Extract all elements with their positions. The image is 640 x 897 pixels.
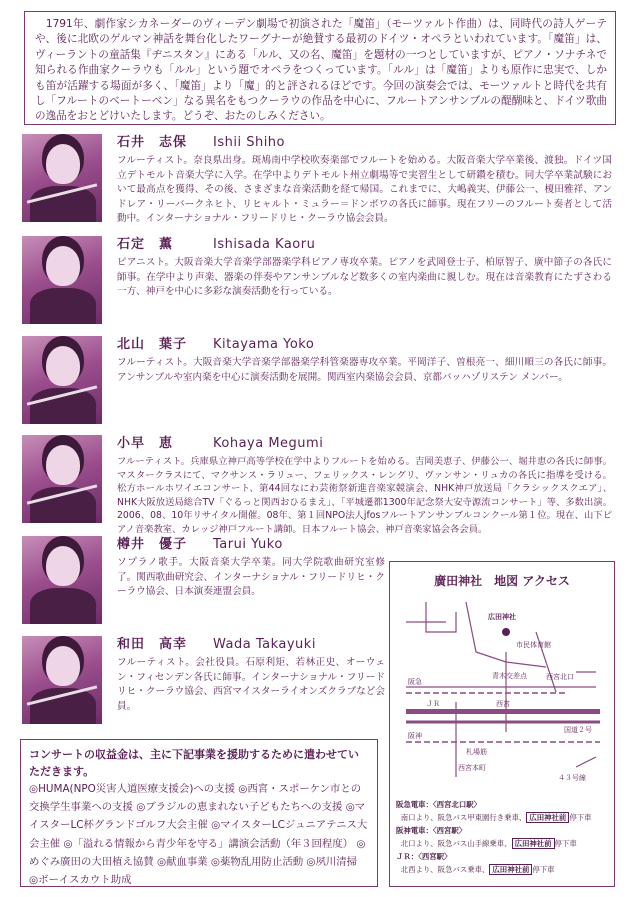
artist-entry xyxy=(22,536,385,626)
shrine-marker xyxy=(502,628,510,636)
artist-name xyxy=(117,236,612,256)
artist-photo xyxy=(22,536,102,624)
artist-name-jp: 北山 葉子 xyxy=(117,337,188,352)
route-tail: 停下車 xyxy=(554,839,577,848)
map-label-route2: 国道２号 xyxy=(564,726,592,734)
jr-line xyxy=(406,709,600,714)
access-box xyxy=(389,561,615,887)
route-text: 北西より、阪急バス乗車、 xyxy=(400,865,490,874)
map-label-nishinomiya: 西宮 xyxy=(496,700,510,708)
route-stop: 広田神社前 xyxy=(489,864,532,875)
artist-bio: フルーティスト。奈良県出身。斑鳩南中学校吹奏楽部でフルートを始める。大阪音楽大学卒業後、渡独。ドイツ国立デトモルト音楽大学に入学。在学中よりデトモルト州立劇場等で実習生として研鑽を積む。同大学卒業試験において最高点を獲得、その後、さまざまな音楽活動を経て帰国。これまでに、大嶋義実、伊藤公一、榎田雅祥、アンドレア・リーバークネヒト、リヒャルト・ミュラー＝ドンボワの各氏に師事。現在フリーのフルート奏者として活動中。インターナショナル・フリードリヒ・クーラウ協会会員。 xyxy=(117,155,612,225)
artist-name-jp: 石井 志保 xyxy=(117,135,188,150)
artist-name-en: Kitayama Yoko xyxy=(213,337,315,352)
artist-name-en: Tarui Yuko xyxy=(213,537,283,552)
artist-name-en: Ishii Shiho xyxy=(213,135,285,150)
artist-name xyxy=(117,636,385,656)
artist-name-jp: 小早 恵 xyxy=(117,436,174,451)
artist-name-en: Wada Takayuki xyxy=(213,637,316,652)
artist-photo xyxy=(22,336,102,424)
route-text: 南口より、阪急バス甲東園行き乗車、 xyxy=(400,813,527,822)
artist-photo xyxy=(22,236,102,324)
artist-bio: ソプラノ歌手。大阪音楽大学卒業。同大学院歌曲研究室修了。関西歌曲研究会、インターナショナル・フリードリヒ・クーラウ協会、日本演奏連盟会員。 xyxy=(117,557,385,598)
map-label-aoki: 青木交差点 xyxy=(492,672,527,680)
map-label-gym: 市民体育館 xyxy=(516,641,551,649)
map-label-hanshin: 阪神 xyxy=(408,732,422,740)
map-label-satsuma: 札場筋 xyxy=(466,748,487,756)
map-label-shrine: 広田神社 xyxy=(488,613,516,621)
artist-photo xyxy=(22,636,102,724)
artist-entry xyxy=(22,636,385,728)
map-label-route43: ４３号線 xyxy=(558,774,586,782)
artist-name-jp: 樽井 優子 xyxy=(117,537,188,552)
route-item xyxy=(396,850,610,876)
artist-photo xyxy=(22,435,102,523)
access-routes xyxy=(396,798,610,876)
map-label-honmachi: 西宮本町 xyxy=(458,764,486,772)
artist-name-en: Ishisada Kaoru xyxy=(213,237,316,252)
artist-name xyxy=(117,536,385,556)
route-station: 阪神電車：〈西宮駅〉 xyxy=(396,826,467,835)
artist-bio: ピアニスト。大阪音楽大学音楽学部器楽学科ピアノ専攻卒業。ピアノを武岡登士子、柏原智子、廣中節子の各氏に師事。在学中より声楽、器楽の伴奏やアンサンブルなど数多くの室内楽曲に親しむ。現在は音楽教育にたずさわる一方、神戸を中心に多彩な演奏活動を行っている。 xyxy=(117,257,612,298)
map-label-jr: ＪＲ xyxy=(426,700,440,708)
artist-name-jp: 和田 高幸 xyxy=(117,637,188,652)
artist-name-jp: 石定 薫 xyxy=(117,237,174,252)
artist-entry xyxy=(22,236,612,326)
route-tail: 停下車 xyxy=(569,813,592,822)
route-item xyxy=(396,798,610,824)
intro-text: 1791年、劇作家シカネーダーのヴィーデン劇場で初演された「魔笛」（モーツァルト作曲）は、同時代の詩人ゲーテや、後に北欧のゲルマン神話を舞台化したワーグナーが絶賛する最初のドイツ・オペラといわれています。「魔笛」は、ヴィーラントの童話集『ヂニスタン』にある「ルル、又の名、魔笛」を題材の一つとしていますが、ピアノ・ソナチネで知られる作曲家クーラウも「ルル」という題でオペラをつくっています。「ルル」は「魔笛」よりも原作に忠実で、しかも笛が活躍する場面が多く、「魔笛」より「魔」的と評されるほどです。今回の演奏会では、モーツァルトと時代を共有し「フルートのベートーベン」なる異名をもつクーラウの作品を中心に、フルートアンサンブルの醍醐味と、ドイツ歌曲の逸品をおとどけいたします。どうぞ、おたのしみください。 xyxy=(35,18,607,123)
route-stop: 広田神社前 xyxy=(512,838,555,849)
artist-name xyxy=(117,134,612,154)
donation-body: ◎HUMA(NPO災害人道医療支援会)への支援 ◎西宮・スポーケン市との交換学生事業への支援 ◎ブラジルの恵まれない子どもたちへの支援 ◎マイスターLC杯グランドゴルフ大会主催 ◎マイスターLCジュニアテニス大会主催 ◎「溢れる情報から青少年を守る」講演会活動（年３回程度） ◎めぐみ廣田の大田植え協賛 ◎献血事業 ◎薬物乱用防止活動 ◎夙川清掃 ◎ボーイスカウト助成 xyxy=(29,783,368,887)
artist-bio: フルーティスト。会社役員。石原利矩、若林正史、オーウェン・フィセンデン各氏に師事。インターナショナル・フリードリヒ・クーラウ協会、西宮マイスターライオンズクラブなど会員。 xyxy=(117,657,385,712)
route-tail: 停下車 xyxy=(532,865,555,874)
map-label-kitaguchi: 西宮北口 xyxy=(546,673,574,681)
route-stop: 広田神社前 xyxy=(526,812,569,823)
access-map xyxy=(396,592,610,792)
artist-bio: フルーティスト。兵庫県立神戸高等学校在学中よりフルートを始める。吉岡美恵子、伊藤公一、堀井恵の各氏に師事。マスタークラスにて、マクサンス・ラリュー、フェリックス・レングリ、ヴァンサン・リュカの各氏に指導を受ける。松方ホールホワイエコンサート、第44回なにわ芸術祭新進音楽家競演会、NHK神戸放送局「クラシックスクエア」、NHK大阪放送局総合TV「ぐるっと関西おひるまえ」、「平城遷都1300年記念祭大安寺源流コンサート」等、多数出演。2006、08、10年リサイタル開催。08年、第１回NPO法人jfosフルートアンサンブルコンクール第１位。現在、山下ピアノ音楽教室、カレッジ神戸フルート講師。日本フルート協会、神戸音楽家協会各会員。 xyxy=(117,456,612,535)
donation-box xyxy=(20,739,378,887)
artist-entry xyxy=(22,435,612,535)
route-text: 北口より、阪急バス山手線乗車、 xyxy=(400,839,512,848)
route-station: 阪急電車：〈西宮北口駅〉 xyxy=(396,800,481,809)
intro-box xyxy=(24,11,616,125)
donation-heading: コンサートの収益金は、主に下記事業を援助するために遣わせていただきます。 xyxy=(29,748,359,778)
artist-bio: フルーティスト。大阪音楽大学音楽学部器楽学科管楽器専攻卒業。平岡洋子、曽根亮一、細川順三の各氏に師事。アンサンブルや室内楽を中心に演奏活動を展開。関西室内楽協会会員、京都バッハゾリステン メンバー。 xyxy=(117,357,612,383)
access-title: 廣田神社 地図 アクセス xyxy=(434,574,570,588)
artist-name xyxy=(117,435,612,455)
route-item xyxy=(396,824,610,850)
artist-photo xyxy=(22,134,102,222)
map-label-hankyu: 阪急 xyxy=(408,678,422,686)
artist-entry xyxy=(22,336,612,426)
route-station: ＪＲ：〈西宮駅〉 xyxy=(396,852,452,861)
artist-name-en: Kohaya Megumi xyxy=(213,436,324,451)
artist-name xyxy=(117,336,612,356)
artist-entry xyxy=(22,134,612,226)
